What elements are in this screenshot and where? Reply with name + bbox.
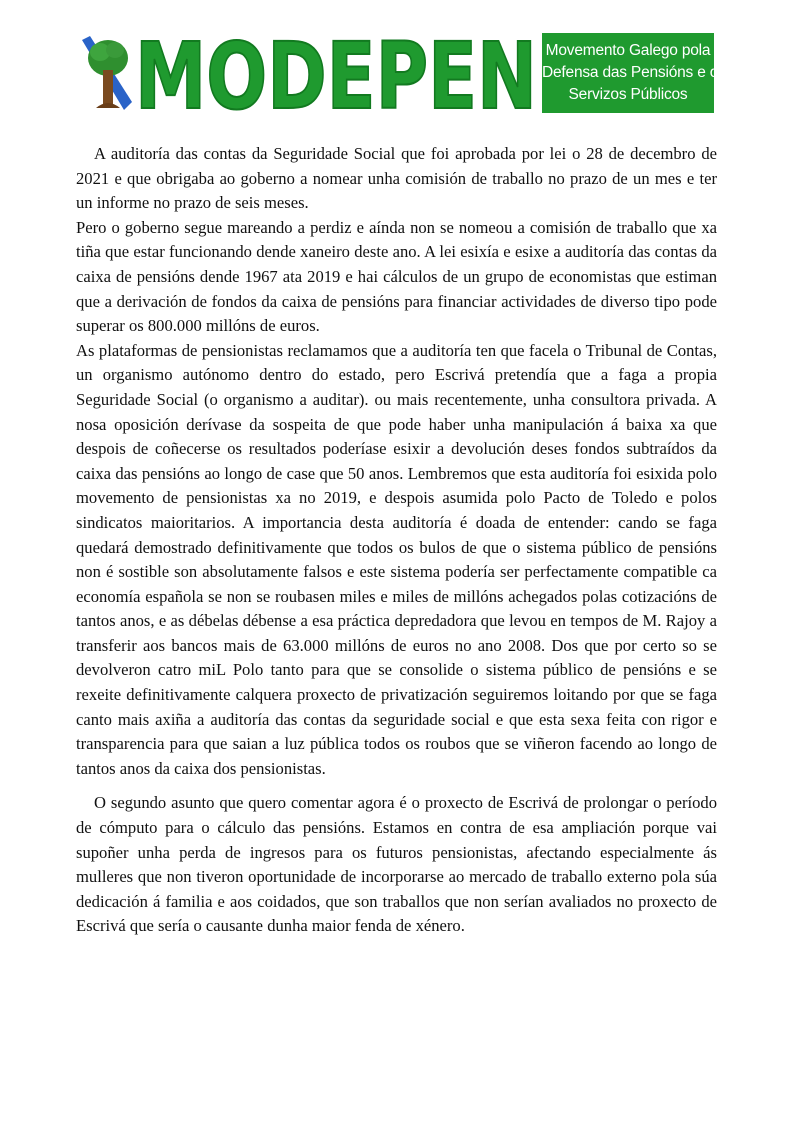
paragraph-3: As plataformas de pensionistas reclamamos que a auditoría ten que facela o Tribunal de Contas, un organismo autónomo dentro do estado, pero Escrivá pretendía que a faga a propia Seguridade Social (o organismo a auditar). ou mais recentemente, unha consultora privada. A nosa oposición derívase da sospeita de que pode haber unha manipulación á baixa xa que despois de coñecerse os resultados poderíase esixir a devolución deses fondos subtraídos da caixa das pensións ao longo de case que 50 anos. Lembremos que esta auditoría foi esixida polo movemento de pensionistas xa no 2019, e despois asumida polo Pacto de Toledo e polos sindicatos maioritarios. A importancia desta auditoría é doada de entender: cando se faga quedará demostrado definitivamente que todos os bulos de que o sistema público de pensións non é sostible son absolutamente falsos e este sistema podería ser perfectamente compatible ca economía española se non se roubasen miles e miles de millóns achegados polas cotizacións de tantos anos, e as débelas débense a esa práctica depredadora que levou en tempos de M. Rajoy a transferir aos bancos mais de 63.000 millóns de euros no ano 2008. Dos que por certo so se devolveron catro miL Polo tanto para que se consolide o sistema público de pensións e se rexeite definitivamente calquera proxecto de privatización seguiremos loitando por que se faga canto mais axiña a auditoría das contas da seguridade social e que esta sexa feita con rigor e transparencia para que saian a luz pública todos os roubos que se viñeron facendo ao longo de tantos anos da caixa dos pensionistas. bbox=[76, 340, 717, 778]
tagline-line-3: Servizos Públicos bbox=[568, 86, 688, 103]
tree-flag-icon bbox=[82, 30, 132, 114]
logo-wordmark bbox=[132, 30, 540, 114]
modepen-logo bbox=[82, 30, 726, 114]
galician-flag-tree-emblem bbox=[82, 30, 132, 114]
paragraph-2: Pero o goberno segue mareando a perdiz e aínda non se nomeou a comisión de traballo que xa tiña que estar funcionando dende xaneiro deste ano. A lei esixía e esixe a auditoría das contas da caixa de pensións dende 1967 ata 2019 e hai cálculos de un grupo de economistas que estiman que a derivación de fondos da caixa de pensións para financiar actividades de diverso tipo pode superar os 800.000 millóns de euros. bbox=[76, 217, 717, 336]
paragraph-4: O segundo asunto que quero comentar agora é o proxecto de Escrivá de prolongar o período de cómputo para o cálculo das pensións. Estamos en contra de esa ampliación porque vai supoñer unha perda de ingresos para os futuros pensionistas, afectando especialmente ás mulleres que non tiveron oportunidade de incorporarse ao mercado de traballo externo pola súa dedicación á familia e aos coidados, que son traballos que non serían avaliados no proxecto de Escrivá que sería o causante dunha maior fenda de xénero. bbox=[76, 793, 717, 936]
tagline-line-2: Defensa das Pensións e os bbox=[542, 64, 726, 81]
logo-tagline-box bbox=[542, 33, 726, 113]
tagline-line-1: Movemento Galego pola bbox=[545, 42, 711, 59]
wordmark-text: MODEPEN bbox=[135, 30, 537, 114]
article-body bbox=[76, 142, 717, 939]
paragraph-1: A auditoría das contas da Seguridade Social que foi aprobada por lei o 28 de decembro de 2021 e que obrigaba ao goberno a nomear unha comisión de traballo no prazo de un mes e ter un informe no prazo de seis meses. bbox=[76, 144, 717, 213]
